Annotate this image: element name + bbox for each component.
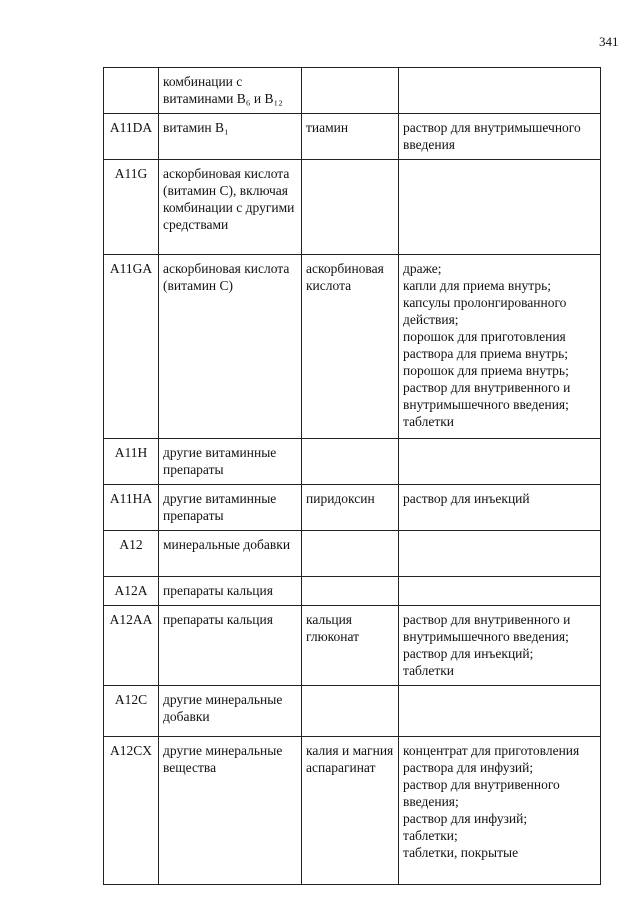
group-name-cell: аскорбиновая кислота (витамин С)	[159, 255, 302, 439]
dosage-form-item: таблетки	[403, 663, 455, 678]
dosage-form-item: раствор для инъекций	[403, 491, 530, 506]
table-row	[104, 577, 601, 606]
group-name-cell: препараты кальция	[159, 577, 302, 606]
table-row	[104, 686, 601, 737]
dosage-forms-cell	[399, 485, 601, 531]
table-row	[104, 737, 601, 885]
table-row	[104, 531, 601, 577]
drug-classification-table	[103, 67, 601, 885]
group-name-cell: аскорбиновая кислота (витамин С), включая комбинации с другими средствами	[159, 160, 302, 255]
dosage-form-item: капли для приема внутрь;	[403, 278, 551, 293]
substance-cell: тиамин	[302, 114, 399, 160]
group-name-cell: другие минеральные вещества	[159, 737, 302, 885]
atc-code-cell: A12C	[104, 686, 159, 737]
atc-code-cell: A11GA	[104, 255, 159, 439]
dosage-forms-cell	[399, 686, 601, 737]
substance-cell	[302, 439, 399, 485]
dosage-forms-cell	[399, 114, 601, 160]
page-number: 341	[599, 34, 619, 49]
atc-code-cell: A11H	[104, 439, 159, 485]
table-row	[104, 255, 601, 439]
dosage-forms-cell	[399, 531, 601, 577]
substance-cell	[302, 686, 399, 737]
substance-cell: кальция глюконат	[302, 606, 399, 686]
atc-code-cell: A12	[104, 531, 159, 577]
table-row	[104, 160, 601, 255]
substance-cell: калия и магния аспарагинат	[302, 737, 399, 885]
group-name-cell: препараты кальция	[159, 606, 302, 686]
dosage-form-item: раствор для внутривенного и внутримышечного введения;	[403, 380, 571, 412]
dosage-forms-cell	[399, 737, 601, 885]
dosage-forms-cell	[399, 439, 601, 485]
substance-cell	[302, 68, 399, 114]
table-row	[104, 439, 601, 485]
table-row	[104, 68, 601, 114]
atc-code-cell	[104, 68, 159, 114]
group-name-cell: другие минеральные добавки	[159, 686, 302, 737]
atc-code-cell: A12AA	[104, 606, 159, 686]
atc-code-cell: A11HA	[104, 485, 159, 531]
dosage-forms-cell	[399, 68, 601, 114]
substance-cell	[302, 160, 399, 255]
substance-cell: аскорбиновая кислота	[302, 255, 399, 439]
group-name-cell: витамин B₁	[159, 114, 302, 160]
dosage-form-item: раствор для внутривенного введения;	[403, 777, 560, 809]
atc-code-cell: A12A	[104, 577, 159, 606]
dosage-forms-cell	[399, 606, 601, 686]
substance-cell	[302, 577, 399, 606]
dosage-form-item: таблетки;	[403, 828, 458, 843]
dosage-form-item: порошок для приема внутрь;	[403, 363, 569, 378]
table-row	[104, 114, 601, 160]
group-name-cell: минеральные добавки	[159, 531, 302, 577]
substance-cell: пиридоксин	[302, 485, 399, 531]
table-row	[104, 606, 601, 686]
substance-cell	[302, 531, 399, 577]
dosage-forms-cell	[399, 160, 601, 255]
group-name-cell: другие витаминные препараты	[159, 485, 302, 531]
dosage-form-item: капсулы пролонгированного действия;	[403, 295, 567, 327]
dosage-forms-cell	[399, 577, 601, 606]
atc-code-cell: A12CX	[104, 737, 159, 885]
dosage-form-item: раствор для инъекций;	[403, 646, 534, 661]
dosage-form-item: раствор для инфузий;	[403, 811, 528, 826]
dosage-form-item: раствор для внутривенного и внутримышечного введения;	[403, 612, 571, 644]
atc-code-cell: A11DA	[104, 114, 159, 160]
atc-code-cell: A11G	[104, 160, 159, 255]
group-name-cell: комбинации с витаминами B₆ и B₁₂	[159, 68, 302, 114]
dosage-form-item: раствор для внутримышечного введения	[403, 120, 581, 152]
dosage-forms-cell	[399, 255, 601, 439]
table-row	[104, 485, 601, 531]
dosage-form-item: порошок для приготовления раствора для приема внутрь;	[403, 329, 569, 361]
dosage-form-item: таблетки	[403, 414, 455, 429]
dosage-form-item: концентрат для приготовления раствора для инфузий;	[403, 743, 580, 775]
dosage-form-item: таблетки, покрытые	[403, 845, 519, 860]
dosage-form-item: драже;	[403, 261, 442, 276]
group-name-cell: другие витаминные препараты	[159, 439, 302, 485]
